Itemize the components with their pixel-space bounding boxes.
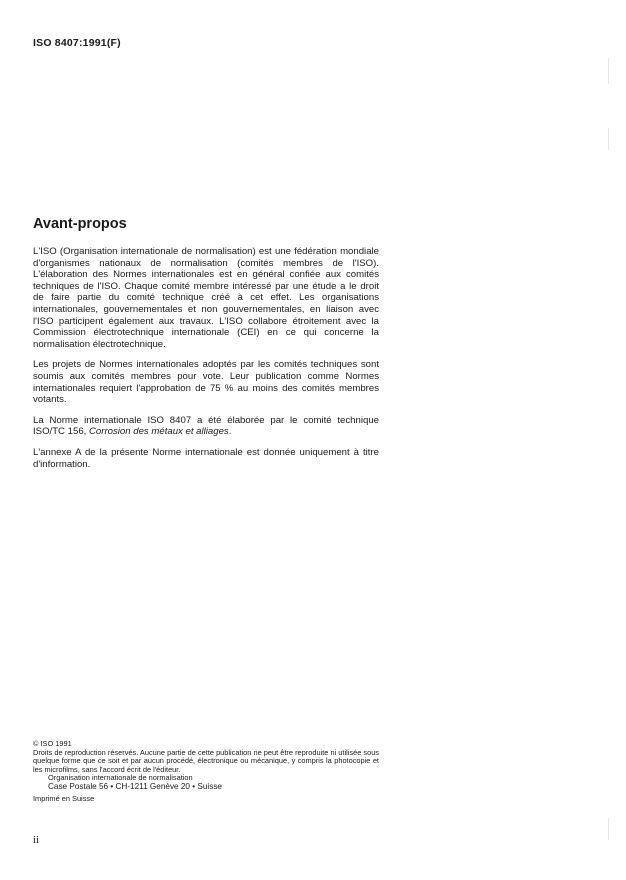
copyright-address: Case Postale 56 • CH-1211 Genève 20 • Suisse	[48, 781, 222, 791]
prepared-by-end: .	[228, 426, 232, 438]
document-header-id: ISO 8407:1991(F)	[33, 37, 121, 49]
paragraph-iso-description: L'ISO (Organisation internationale de normalisation) est une fédération mondiale d'organismes nationaux de normalisation (comités membres de l'ISO). L'élaboration des Normes internationales est en général confiée aux comités techniques de l'ISO. Chaque comité membre intéressé par une étude a le droit de faire partie du comité technique créé à cet effet. Les organisations internationales, gouvernementales et non gouvernementales, en liaison avec l'ISO participent également aux travaux. L'ISO collabore étroitement avec la Commission électrotechnique internationale (CEI) en ce qui concerne la normalisation électrotechnique.	[33, 246, 379, 350]
copyright-rights-text: Droits de reproduction réservés. Aucune partie de cette publication ne peut être reproduite ni utilisée sous quelque forme que ce soit et par aucun procédé, électronique ou mécanique, y compris la photocopie et les microfilms, sans l'accord écrit de l'éditeur.	[33, 747, 379, 774]
paragraph-prepared-by	[33, 415, 379, 438]
scan-edge-mark	[608, 58, 609, 84]
copyright-block	[33, 740, 379, 803]
copyright-symbol-line: © ISO 1991	[33, 739, 72, 748]
committee-title: Corrosion des métaux et alliages	[88, 426, 229, 438]
scan-edge-mark	[608, 818, 609, 840]
copyright-organisation: Organisation internationale de normalisation	[48, 773, 193, 783]
prepared-by-text: La Norme internationale ISO 8407 a été élaborée par le comité technique ISO/TC 156,	[33, 414, 379, 438]
section-title: Avant-propos	[33, 216, 127, 232]
page-number: ii	[33, 834, 40, 846]
scan-edge-mark	[608, 128, 609, 150]
copyright-printed-in: Imprimé en Suisse	[33, 793, 95, 803]
paragraph-annex-note: L'annexe A de la présente Norme internationale est donnée uniquement à titre d'information.	[33, 446, 379, 470]
paragraph-draft-voting: Les projets de Normes internationales adoptés par les comités techniques sont soumis aux comités membres pour vote. Leur publication comme Normes internationales requiert l'approbation de 75 % au moins des comités membres votants.	[33, 359, 379, 406]
foreword-body	[33, 246, 379, 479]
